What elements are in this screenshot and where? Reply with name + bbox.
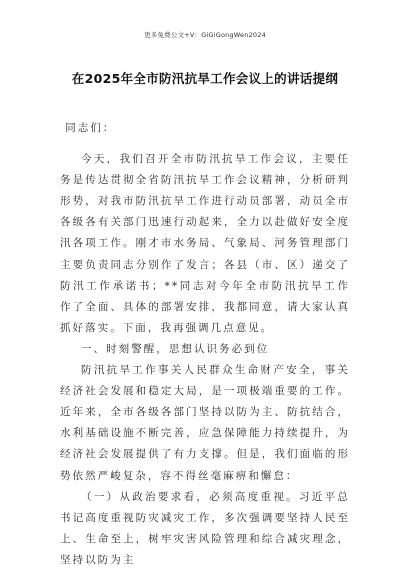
document-title: 在2025年全市防汛抗旱工作会议上的讲话提纲: [71, 71, 339, 86]
section-heading: 一、时刻警醒，思想认识务必到位: [81, 342, 270, 355]
header-note: 更多免费公文+V：GiGiGongWen2024: [144, 31, 266, 39]
document-body: [60, 118, 350, 571]
intro-paragraph: 今天，我们召开全市防汛抗旱工作会议，主要任务是传达贯彻全省防汛抗旱工作会议精神，分析研判形势，对我市防汛抗旱工作进行动员部署，动员全市各级各有关部门迅速行动起来，全力以赴做好安全度汛各项工作。刚才市水务局、气象局、河务管理部门主要负责同志分别作了发言；各县（市、区）递交了防汛工作承诺书；**同志对今年全市防汛抗旱工作作了全面、具体的部署安排，我都同意，请大家认真抓好落实。下面，我再强调几点意见。: [60, 153, 350, 334]
greeting: 同志们：: [65, 122, 116, 134]
section-paragraph: 防汛抗旱工作事关人民群众生命财产安全，事关经济社会发展和稳定大局，是一项极端重要的工作。近年来，全市各级各部门坚持以防为主、防抗结合，水利基础设施不断完善，应急保障能力持续提升，为经济社会发展提供了有力支撑。但是，我们面临的形势依然严峻复杂，容不得丝毫麻痹和懈怠：: [60, 364, 350, 482]
sub-heading-paragraph: （一）从政治要求看，必须高度重视。习近平总书记高度重视防灾减灾工作，多次强调要坚持人民至上、生命至上，树牢灾害风险管理和综合减灾理念，坚持以防为主: [60, 490, 350, 566]
